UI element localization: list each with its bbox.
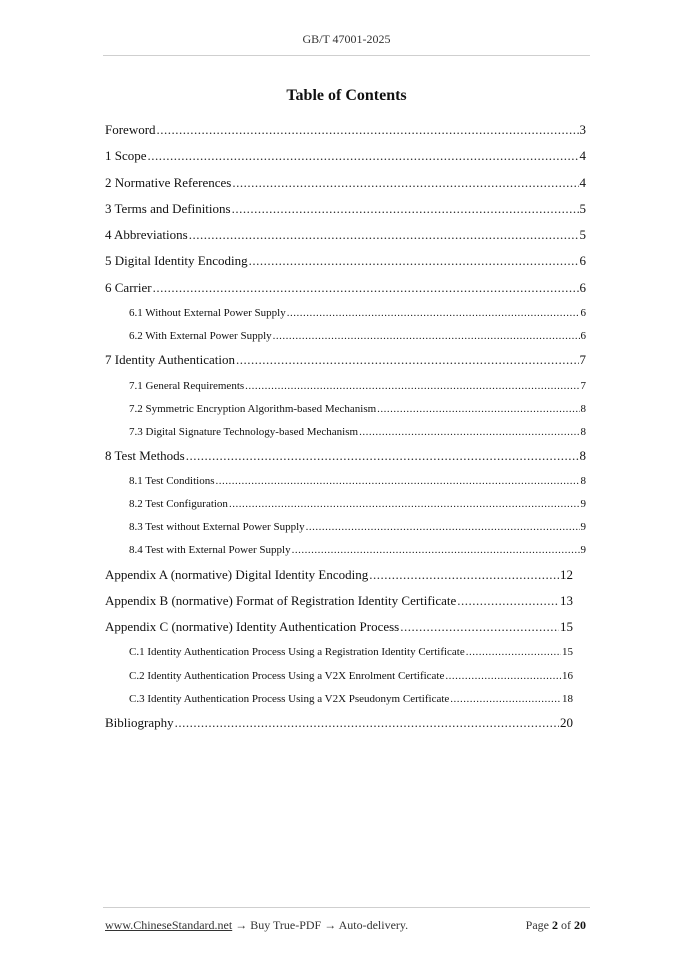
toc-entry-digital-identity-encoding[interactable]	[105, 251, 586, 277]
toc-entry-7-3[interactable]	[105, 423, 586, 446]
toc-entry-label: 8.4 Test with External Power Supply	[129, 544, 291, 557]
toc-entry-c-3[interactable]	[105, 690, 573, 713]
toc-entry-page: 8	[580, 425, 586, 438]
toc-entry-page: 13	[560, 592, 573, 608]
dot-leader	[292, 541, 580, 559]
dot-leader	[369, 566, 559, 584]
toc-entry-page: 6	[579, 279, 586, 295]
toc-entry-label: 6.1 Without External Power Supply	[129, 307, 286, 320]
dot-leader	[287, 304, 580, 322]
toc-entry-label: 7.2 Symmetric Encryption Algorithm-based Mechanism	[129, 402, 377, 415]
site-link[interactable]: www.ChineseStandard.net	[105, 918, 233, 932]
of-word: of	[561, 918, 571, 932]
toc-title: Table of Contents	[286, 87, 407, 104]
toc-entry-label: Bibliography	[105, 714, 174, 730]
toc-entry-page: 3	[579, 122, 586, 137]
toc-entry-page: 7	[580, 379, 586, 392]
toc-entry-label: 7 Identity Authentication	[105, 352, 235, 368]
toc-entry-6-2[interactable]	[105, 327, 586, 350]
page-word: Page	[525, 918, 549, 932]
toc-entry-label: 6 Carrier	[105, 279, 152, 295]
toc-entry-page: 16	[562, 669, 573, 682]
toc-entry-8-4[interactable]	[105, 541, 586, 564]
toc-entry-label: 7.1 General Requirements	[129, 379, 245, 392]
dot-leader	[216, 472, 580, 490]
dot-leader	[450, 690, 561, 708]
dot-leader	[175, 714, 559, 732]
page-indicator	[526, 918, 586, 933]
toc-entry-label: C.3 Identity Authentication Process Using a V2X Pseudonym Certificate	[129, 692, 450, 705]
dot-leader	[377, 400, 579, 418]
toc-entry-6-1[interactable]	[105, 304, 586, 327]
dot-leader	[273, 327, 580, 345]
toc-entry-page: 18	[562, 692, 573, 705]
dot-leader	[186, 447, 579, 465]
toc-entry-label: Appendix B (normative) Format of Registration Identity Certificate	[105, 592, 457, 608]
toc-entry-page: 12	[560, 566, 573, 582]
arrow-icon: →	[324, 918, 337, 932]
dot-leader	[189, 226, 579, 244]
toc-entry-label: 4 Abbreviations	[105, 227, 188, 243]
toc-entry-page: 9	[580, 544, 586, 557]
toc-entry-page: 9	[580, 521, 586, 534]
dot-leader	[466, 643, 561, 661]
current-page: 2	[552, 918, 558, 932]
toc-entry-page: 15	[562, 646, 573, 659]
toc-entry-7-1[interactable]	[105, 377, 586, 400]
toc-entry-page: 8	[579, 447, 586, 463]
dot-leader	[245, 377, 579, 395]
delivery-text: Auto-delivery.	[338, 918, 409, 932]
toc-entry-label: C.2 Identity Authentication Process Using a V2X Enrolment Certificate	[129, 669, 445, 682]
toc-entry-page: 7	[579, 352, 586, 368]
toc-entry-c-1[interactable]	[105, 643, 573, 666]
toc-entry-page: 6	[579, 253, 586, 269]
toc-entry-label: Foreword	[105, 122, 156, 137]
toc-entry-label: 2 Normative References	[105, 174, 232, 190]
toc-entry-label: Appendix A (normative) Digital Identity Encoding	[105, 566, 369, 582]
toc-entry-page: 5	[579, 227, 586, 243]
toc-entry-appendix-b[interactable]	[105, 591, 573, 617]
toc-entry-label: C.1 Identity Authentication Process Using a Registration Identity Certificate	[129, 646, 465, 659]
toc-entry-8-3[interactable]	[105, 518, 586, 541]
toc-entry-identity-authentication[interactable]	[105, 350, 586, 376]
toc-entry-page: 8	[580, 402, 586, 415]
dot-leader	[249, 252, 579, 270]
toc-entry-test-methods[interactable]	[105, 446, 586, 472]
toc-entry-label: 8.1 Test Conditions	[129, 475, 215, 488]
toc-entry-label: 8 Test Methods	[105, 447, 185, 463]
toc-entry-8-1[interactable]	[105, 472, 586, 495]
toc-entry-abbreviations[interactable]	[105, 225, 586, 251]
toc-entry-label: Appendix C (normative) Identity Authentication Process	[105, 619, 400, 635]
toc-entry-page: 20	[560, 714, 573, 730]
dot-leader	[232, 174, 578, 192]
footer-divider	[103, 907, 590, 908]
dot-leader	[232, 200, 579, 218]
toc-entry-label: 8.2 Test Configuration	[129, 498, 228, 511]
dot-leader	[306, 518, 580, 536]
toc-entry-label: 8.3 Test without External Power Supply	[129, 521, 305, 534]
buy-link[interactable]: Buy True-PDF	[250, 918, 322, 932]
toc-entry-label: 7.3 Digital Signature Technology-based Mechanism	[129, 425, 359, 438]
toc-entry-8-2[interactable]	[105, 495, 586, 518]
toc-entry-page: 4	[579, 174, 586, 190]
arrow-icon: →	[235, 918, 248, 932]
toc-entry-foreword[interactable]	[105, 120, 586, 146]
footer-promo	[105, 918, 408, 933]
toc-entry-label: 1 Scope	[105, 148, 147, 164]
header-divider	[103, 55, 590, 56]
dot-leader	[229, 495, 580, 513]
toc-entry-page: 9	[580, 498, 586, 511]
dot-leader	[157, 121, 579, 139]
toc-entry-page: 6	[580, 307, 586, 320]
dot-leader	[457, 592, 559, 610]
toc-entry-7-2[interactable]	[105, 400, 586, 423]
toc-entry-label: 5 Digital Identity Encoding	[105, 253, 248, 269]
toc-entry-page: 4	[579, 148, 586, 164]
toc-entry-terms[interactable]	[105, 199, 586, 225]
toc-entry-normative-references[interactable]	[105, 173, 586, 199]
toc-entry-page: 5	[579, 200, 586, 216]
dot-leader	[236, 351, 579, 369]
dot-leader	[148, 147, 579, 165]
running-header: GB/T 47001-2025	[302, 32, 391, 46]
toc-entry-c-2[interactable]	[105, 667, 573, 690]
toc-entry-label: 3 Terms and Definitions	[105, 200, 231, 216]
toc-entry-page: 15	[560, 619, 573, 635]
dot-leader	[359, 423, 579, 441]
dot-leader	[153, 279, 579, 297]
total-pages: 20	[574, 918, 586, 932]
toc-entry-page: 6	[580, 330, 586, 343]
toc-entry-appendix-c[interactable]	[105, 617, 573, 643]
toc-entry-label: 6.2 With External Power Supply	[129, 330, 272, 343]
toc-entry-page: 8	[580, 475, 586, 488]
dot-leader	[445, 667, 561, 685]
toc-entry-bibliography[interactable]	[105, 713, 573, 739]
table-of-contents	[105, 120, 586, 739]
dot-leader	[400, 618, 559, 636]
toc-entry-appendix-a[interactable]	[105, 565, 573, 591]
toc-entry-carrier[interactable]	[105, 278, 586, 304]
toc-entry-scope[interactable]	[105, 146, 586, 172]
